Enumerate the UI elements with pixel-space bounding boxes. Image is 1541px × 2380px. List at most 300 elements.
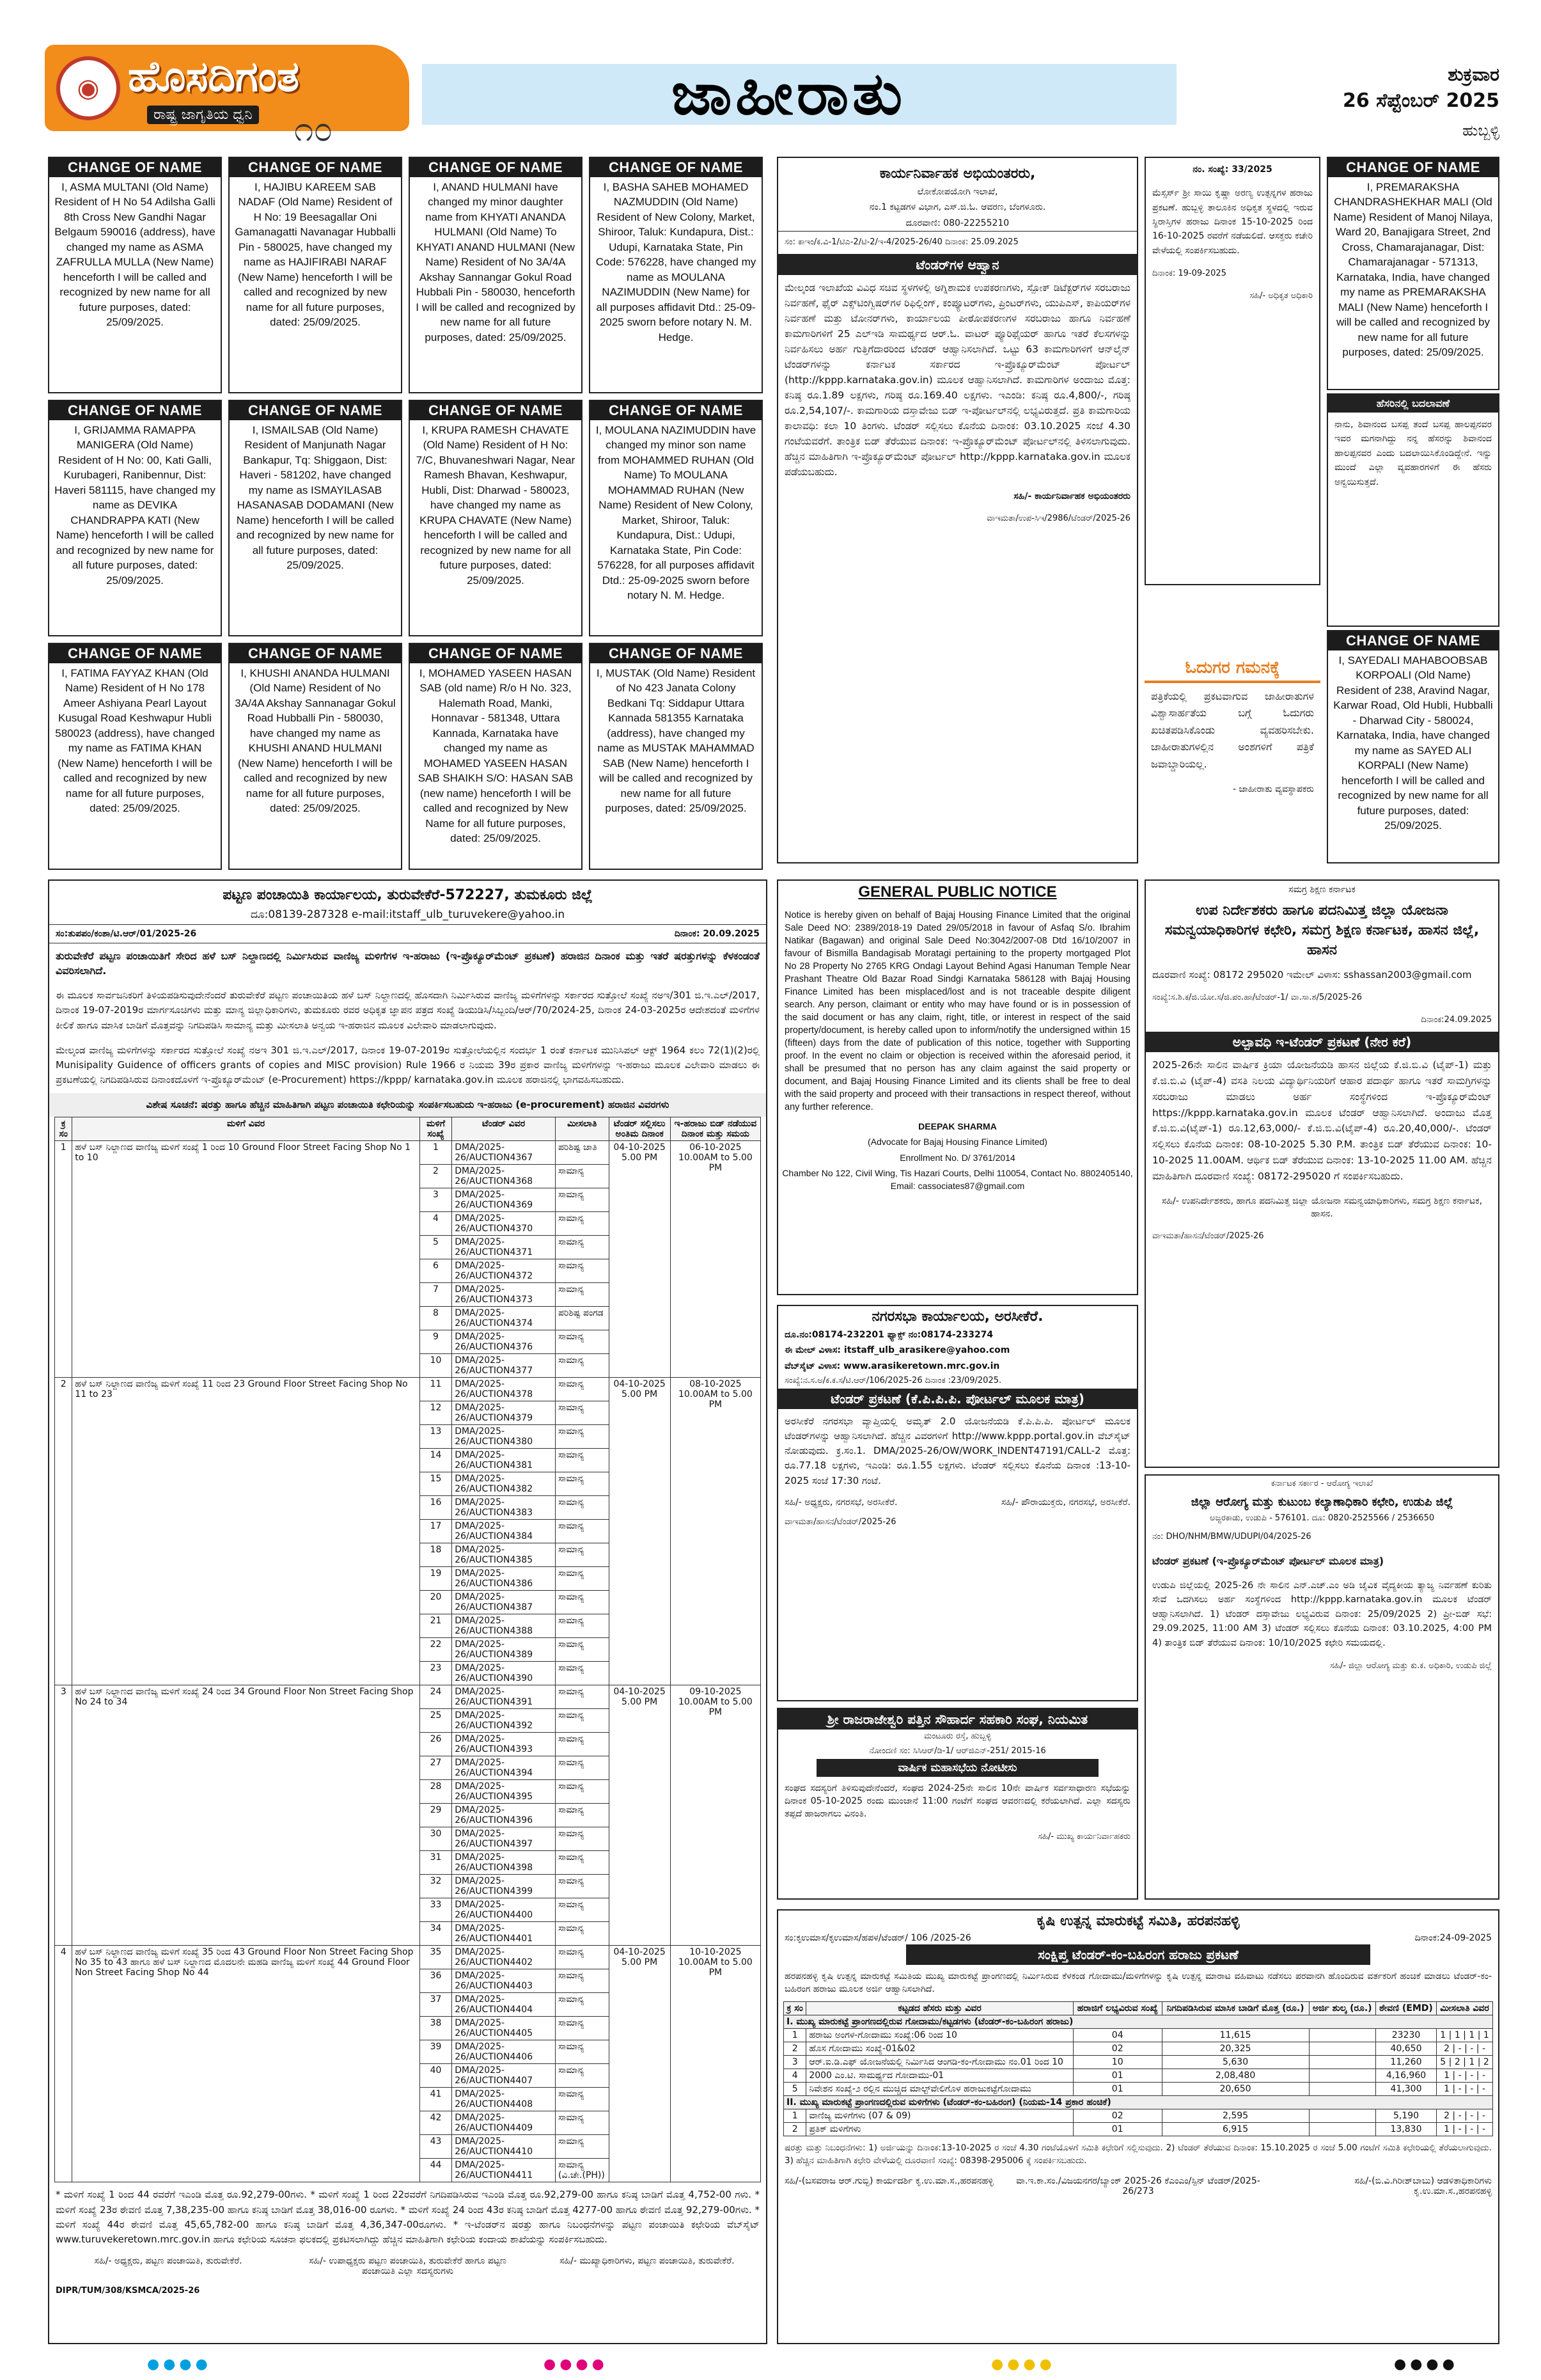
table-row	[784, 2028, 1493, 2042]
apmc-cell: ವಾಣಿಜ್ಯ ಮಳಿಗೆಗಳು (07 & 09)	[806, 2109, 1074, 2122]
public-notice-address: Chamber No 122, Civil Wing, Tis Hazari Courts, Delhi 110054, Contact No. 8802405140, Email: cassociates87@gmail.com	[782, 1167, 1133, 1192]
shop-number: 38	[419, 2017, 451, 2040]
samagra-date: ದಿನಾಂಕ:24.09.2025	[1421, 1015, 1492, 1025]
tender-id: DMA/2025-26/AUCTION4392	[452, 1709, 556, 1733]
change-of-name-text: I, ANAND HULMANI have changed my minor daughter name from KHYATI ANANDA HULMANI (Old Name) To KHYATI ANAND HULMANI (New Name) Resident of No 3A/4A Akshay Sannangar Gokul Road Hubbali Pin - 580030, henceforth I will be called and recognized by new name for all future purposes, dated: 25/09/2025.	[416, 181, 575, 343]
reservation: ಸಾಮಾನ್ಯ	[555, 2064, 609, 2088]
samagra-title: ಉಪ ನಿರ್ದೇಶಕರು ಹಾಗೂ ಪದನಿಮಿತ್ತ ಜಿಲ್ಲಾ ಯೋಜನಾ ಸಮನ್ವಯಾಧಿಕಾರಿಗಳ ಕಛೇರಿ, ಸಮಗ್ರ ಶಿಕ್ಷಣ ಕರ್ನಾಟಕ, ಹಾಸನ ಜಿಲ್ಲೆ, ಹಾಸನ	[1164, 902, 1480, 958]
apmc-cell: 02	[1073, 2109, 1162, 2122]
turuvekere-contact: ದೂ:08139-287328 e-mail:itstaff_ulb_turuvekere@yahoo.in	[250, 908, 565, 921]
reader-notice-sign: - ಜಾಹೀರಾತು ವ್ಯವಸ್ಥಾಪಕರು	[1232, 784, 1314, 794]
reservation: ಸಾಮಾನ್ಯ	[555, 1733, 609, 1756]
reservation: ಸಾಮಾನ್ಯ	[555, 1259, 609, 1283]
reservation: ಸಾಮಾನ್ಯ	[555, 1969, 609, 1993]
group-serial: 1	[55, 1141, 72, 1378]
udupi-addr: ಅಜ್ಜರಕಾಡು, ಉಡುಪಿ - 576101. ದೂ: 0820-2525566 / 2536650	[1209, 1513, 1435, 1523]
last-date: 04-10-2025 5.00 PM	[609, 1685, 670, 1946]
change-of-name-heading: CHANGE OF NAME	[49, 644, 221, 663]
change-of-name-notice	[589, 400, 763, 636]
change-of-name-notice	[48, 400, 222, 636]
cooperative-agm-ad	[777, 1708, 1138, 1900]
change-of-name-text: I, ASMA MULTANI (Old Name) Resident of H No 54 Adilsha Galli 8th Cross New Gandhi Nagar Belgaum 590016 (address), have changed my name as ASMA ZAFRULLA MULLA (New Name) henceforth I will be called and recognized by new name for all future purposes, dated: 25/09/2025.	[54, 181, 215, 329]
apmc-column-header: ಮೀಸಲಾತಿ ವಿವರ	[1437, 2001, 1493, 2015]
apmc-date: ದಿನಾಂಕ:24-09-2025	[1414, 1933, 1492, 1943]
reservation: ಸಾಮಾನ್ಯ	[555, 1543, 609, 1567]
turuvekere-body-2: ಮೇಲ್ಕಂಡ ವಾಣಿಜ್ಯ ಮಳಿಗೆಗಳನ್ನು ಸರ್ಕಾರದ ಸುತ್ತೋಲೆ ಸಂಖ್ಯೆ ನಅಇ 301 ಜಿ.ಇ.ಎಲ್/2017, ದಿನಾಂಕ 19-07-2019ರ ಸುತ್ತೋಲೆಯಲ್ಲಿನ ಸಂದರ್ಭ 1 ರಂತೆ ಕರ್ನಾಟಕ ಮುನಿಸಿಪಲ್ ಆಕ್ಟ್ 1964 ಕಲಂ 72(1)(2)ರಲ್ಲಿ Munisipality Guidence of officers grants of copies and MISC provision) Rule 1966 ರ ನಿಯಮ 39ರ ಪ್ರಕಾರ ವಾಣಿಜ್ಯ ಮಳಿಗೆಗಳನ್ನು ಇ-ಹರಾಜು ಮೂಲಕ ವಿಲೇವಾರಿ ಮಾಡಲು ಈ ಪ್ರಕಟಣೆಯಲ್ಲಿ ನಿಗದಿಪಡಿಸಿರುವ ದಿನಾಂಕದೊಳಗೆ ಇ-ಪ್ರೊಕ್ಯೂರ್‌ಮೆಂಟ್ (e-Procurement) https://kppp/ karnataka.gov.in ಮೂಲಕ ಹರಾಜಿನಲ್ಲಿ ಭಾಗವಹಿಸಬಹುದು.	[56, 1044, 760, 1086]
tender-id: DMA/2025-26/AUCTION4387	[452, 1591, 556, 1614]
udupi-sign: ಸಹಿ/- ಜಿಲ್ಲಾ ಆರೋಗ್ಯ ಮತ್ತು ಕು.ಕ. ಅಧಿಕಾರಿ, ಉಡುಪಿ ಜಿಲ್ಲೆ	[1330, 1661, 1492, 1671]
logo-tagline: ರಾಷ್ಟ್ರ ಜಾಗೃತಿಯ ಧ್ವನಿ	[147, 106, 259, 124]
auction-date: ದಿನಾಂಕ: 19-09-2025	[1152, 269, 1226, 279]
apmc-section-title: II. ಮುಖ್ಯ ಮಾರುಕಟ್ಟೆ ಪ್ರಾಂಗಣದಲ್ಲಿರುವ ಮಳಿಗೆಗಳು (ಟೆಂಡರ್-ಕಂ-ಬಹಿರಂಗ) (ನಿಯಮ-14 ಪ್ರಕಾರ ಹಂಚಿಕೆ)	[784, 2095, 1493, 2109]
table-row	[784, 2069, 1493, 2082]
change-of-name-heading: CHANGE OF NAME	[230, 158, 401, 177]
apmc-column-header: ಠೇವಣಿ (EMD)	[1375, 2001, 1436, 2015]
apmc-cell: 2 | - | - | -	[1437, 2109, 1493, 2122]
tender-id: DMA/2025-26/AUCTION4400	[452, 1898, 556, 1922]
reservation: ಸಾಮಾನ್ಯ	[555, 2135, 609, 2159]
tender-id: DMA/2025-26/AUCTION4408	[452, 2088, 556, 2111]
apmc-cell: ಪ್ರತಿಕ್ ಮಳಿಗೆಗಳು	[806, 2122, 1074, 2136]
tender-id: DMA/2025-26/AUCTION4377	[452, 1354, 556, 1378]
cooperative-sign: ಸಹಿ/- ಮುಖ್ಯ ಕಾರ್ಯನಿರ್ವಾಹಕರು	[1038, 1831, 1130, 1841]
apmc-cell	[1309, 2055, 1375, 2069]
issue-date: 26 ಸೆಪ್ಟೆಂಬರ್ 2025	[1342, 90, 1499, 112]
change-of-name-heading: CHANGE OF NAME	[590, 644, 762, 663]
change-of-name-notice	[409, 643, 583, 870]
change-of-name-notice	[228, 400, 402, 636]
tender-id: DMA/2025-26/AUCTION4376	[452, 1330, 556, 1354]
tender-id: DMA/2025-26/AUCTION4385	[452, 1543, 556, 1567]
reservation: ಸಾಮಾನ್ಯ	[555, 1212, 609, 1236]
signature-arasikere-commissioner: ಸಹಿ/- ಪೌರಾಯುಕ್ತರು, ನಗರಸಭೆ, ಅರಸೀಕೆರೆ.	[1001, 1497, 1130, 1508]
last-date: 04-10-2025 5.00 PM	[609, 1141, 670, 1378]
samagra-shikshana-ad	[1145, 879, 1499, 1468]
shop-number: 28	[419, 1780, 451, 1804]
shop-number: 41	[419, 2088, 451, 2111]
apmc-cell: 11,615	[1162, 2028, 1309, 2042]
page-number: ೧೦	[294, 109, 333, 149]
auction-office: ನಂ. ಸಂಖ್ಯೆ: 33/2025	[1193, 164, 1272, 175]
tender-id: DMA/2025-26/AUCTION4381	[452, 1449, 556, 1472]
signature-apmc-admin: ಸಹಿ/-(ಬಿ.ವಿ.ಗಿರೀಶ್‌ಬಾಬು) ಆಡಳಿತಾಧಿಕಾರಿಗಳು ಕೃ.ಉ.ಮಾ.ಸ.,ಹರಪನಹಳ್ಳಿ	[1354, 2176, 1492, 2197]
apmc-cell: 2	[784, 2122, 806, 2136]
arasikere-signatures	[778, 1493, 1137, 1511]
auction-table-header	[55, 1117, 761, 1141]
tender-id: DMA/2025-26/AUCTION4406	[452, 2040, 556, 2064]
shop-number: 25	[419, 1709, 451, 1733]
registration-marks: ●●●●	[544, 2356, 608, 2372]
change-of-name-text: I, GRIJAMMA RAMAPPA MANIGERA (Old Name) Resident of H No: 00, Kati Galli, Kurubageri, Ranibennur, Dist: Haveri 581115, have changed my name as DEVIKA CHANDRAPPA KATI (New Name) henceforth I will be called and recognized by new name for all future purposes, dated: 25/09/2025.	[54, 424, 215, 587]
apmc-cell: 4,16,960	[1375, 2069, 1436, 2082]
public-notice-role: (Advocate for Bajaj Housing Finance Limited)	[868, 1137, 1047, 1147]
apmc-cell: ಆರ್.ಐ.ಡಿ.ಎಫ್ ಯೋಜನೆಯಲ್ಲಿ ನಿರ್ಮಿಸಿದ ಆಂಗಡಿ-ಕಂ-ಗೋದಾಮು ನಂ.01 ರಿಂದ 10	[806, 2055, 1074, 2069]
auction-sign: ಸಹಿ/- ಅಧಿಕೃತ ಅಧಿಕಾರಿ	[1249, 291, 1313, 301]
issue-city: ಹುಬ್ಬಳ್ಳಿ	[1462, 122, 1499, 139]
tender-id: DMA/2025-26/AUCTION4394	[452, 1756, 556, 1780]
tender-id: DMA/2025-26/AUCTION4367	[452, 1141, 556, 1165]
registration-marks: ●●●●	[147, 2356, 212, 2372]
shop-number: 8	[419, 1307, 451, 1330]
tender-id: DMA/2025-26/AUCTION4382	[452, 1472, 556, 1496]
reservation: ಸಾಮಾನ್ಯ	[555, 2040, 609, 2064]
shop-number: 10	[419, 1354, 451, 1378]
reservation: ಸಾಮಾನ್ಯ	[555, 1898, 609, 1922]
change-of-name-notice	[48, 157, 222, 393]
reservation: ಸಾಮಾನ್ಯ	[555, 1496, 609, 1520]
section-title: ಜಾಹೀರಾತು	[671, 59, 907, 128]
table-row	[55, 1378, 761, 1401]
reservation: ಸಾಮಾನ್ಯ	[555, 1591, 609, 1614]
name-change-kn-ad	[1327, 393, 1499, 627]
cooperative-title: ಶ್ರೀ ರಾಜರಾಜೇಶ್ವರಿ ಪತ್ತಿನ ಸೌಹಾರ್ದ ಸಹಕಾರಿ ಸಂಘ, ನಿಯಮಿತ	[778, 1709, 1137, 1730]
turuvekere-notes: * ಮಳಿಗೆ ಸಂಖ್ಯೆ 1 ರಿಂದ 44 ರವರೆಗೆ ಇಎಂಡಿ ಮೊತ್ತ ರೂ.92,279-00ಗಳು. * ಮಳಿಗೆ ಸಂಖ್ಯೆ 1 ರಿಂದ 22ರವರೆಗೆ ನಿಗದಿಪಡಿಸಿರುವ ಇಎಂಡಿ ಮೊತ್ತ ರೂ.92,279-00 ಹಾಗೂ ಕನಿಷ್ಠ ಬಾಡಿಗೆ ಮೊತ್ತ 4,752-00 ಗಳು. * ಮಳಿಗೆ ಸಂಖ್ಯೆ 23ರ ಠೇವಣಿ ಮೊತ್ತ 7,38,235-00 ಹಾಗೂ ಕನಿಷ್ಠ ಬಾಡಿಗೆ ಮೊತ್ತ 38,016-00 ರೂಗಳು. * ಮಳಿಗೆ ಸಂಖ್ಯೆ 24 ರಿಂದ 43ರ ಕನಿಷ್ಠ ಬಾಡಿಗೆ ಮೊತ್ತ 4277-00 ಹಾಗೂ ಠೇವಣಿ ಮೊತ್ತ 92,279-00ಗಳು. * ಮಳಿಗೆ ಸಂಖ್ಯೆ 44ರ ಠೇವಣಿ ಮೊತ್ತ 45,65,782-00 ಹಾಗೂ ಕನಿಷ್ಠ ಬಾಡಿಗೆ ಮೊತ್ತ 4,36,347-00ರೂಗಳು. * ಇ-ಟೆಂಡರ್‌ನ ಷರತ್ತು ಹಾಗೂ ನಿಬಂಧನೆಗಳನ್ನು ಪಟ್ಟಣ ಪಂಚಾಯಿತಿ ಕಛೇರಿಯ ವೆಬ್‌ಸೈಟ್ www.turuvekeretown.mrc.gov.in ಹಾಗೂ ಕಛೇರಿಯ ಸೂಚನಾ ಫಲಕದಲ್ಲಿ ಪ್ರಕಟಿಸಲಾಗಿದ್ದು ಹೆಚ್ಚಿನ ಮಾಹಿತಿಗಾಗಿ ಕಛೇರಿಯ ಕಂದಾಯ ಶಾಖೆಯನ್ನು ಸಂಪರ್ಕಿಸಬಹುದು.	[56, 2189, 760, 2246]
tender-id: DMA/2025-26/AUCTION4386	[452, 1567, 556, 1591]
udupi-body: ಉಡುಪಿ ಜಿಲ್ಲೆಯಲ್ಲಿ 2025-26 ನೇ ಸಾಲಿನ ಎನ್.ಎಚ್.ಎಂ ಅಡಿ ಜೈವಿಕ ವೈದ್ಯಕೀಯ ತ್ಯಾಜ್ಯ ನಿರ್ವಹಣೆ ಕುರಿತು ಸೇವೆ ಒದಗಿಸಲು ಅರ್ಹ ಸಂಸ್ಥೆಗಳಿಂದ http://kppp.karnataka.gov.in ಮೂಲಕ ಟೆಂಡರ್ ಆಹ್ವಾನಿಸಲಾಗಿದೆ. 1) ಟೆಂಡರ್ ದಸ್ತಾವೇಜು ಲಭ್ಯವಿರುವ ದಿನಾಂಕ: 25/09/2025 2) ಪ್ರೀ-ಬಿಡ್ ಸಭೆ: 29.09.2025, 11:00 AM 3) ಟೆಂಡರ್ ಸಲ್ಲಿಸಲು ಕೊನೆಯ ದಿನಾಂಕ: 03.10.2025, 4:00 PM 4) ತಾಂತ್ರಿಕ ಬಿಡ್ ತೆರೆಯುವ ದಿನಾಂಕ: 10/10/2025 ಕಛೇರಿ ಸಮಯದಲ್ಲಿ.	[1152, 1580, 1492, 1648]
apmc-cell: 6,915	[1162, 2122, 1309, 2136]
change-of-name-heading: CHANGE OF NAME	[590, 401, 762, 420]
arasikere-phone: ದೂ.ನಂ:08174-232201 ಫ್ಯಾಕ್ಸ್ ನಂ:08174-233274	[785, 1330, 994, 1340]
general-public-notice	[777, 879, 1138, 1295]
change-of-name-heading: CHANGE OF NAME	[230, 401, 401, 420]
group-serial: 3	[55, 1685, 72, 1946]
reservation: ಸಾಮಾನ್ಯ	[555, 1449, 609, 1472]
reservation: ಪರಿಶಿಷ್ಟ ಜಾತಿ	[555, 1141, 609, 1165]
reservation: ಸಾಮಾನ್ಯ	[555, 1946, 609, 1969]
public-notice-title: GENERAL PUBLIC NOTICE	[858, 883, 1057, 901]
apmc-cell: 2,595	[1162, 2109, 1309, 2122]
tender-id: DMA/2025-26/AUCTION4380	[452, 1425, 556, 1449]
change-of-name-text: I, SAYEDALI MAHABOOBSAB KORPOALI (Old Name) Resident of 238, Aravind Nagar, Karwar Road, Old Hubli, Hubballi - Dharwad City - 580024, Karnataka, India, have changed my name as SAYED ALI KORPALI (New Name) henceforth I will be called and recognized by new name for all future purposes, dated: 25/09/2025.	[1333, 654, 1493, 831]
reservation: ಸಾಮಾನ್ಯ	[555, 1993, 609, 2017]
change-of-name-text: I, FATIMA FAYYAZ KHAN (Old Name) Resident of H No 178 Ameer Ashiyana Pearl Layout Kusugal Road Keshwapur Hubli 580023 (address), have changed my name as FATIMA KHAN (New Name) henceforth I will be called and recognized by new name for all future purposes, dated: 25/09/2025.	[55, 667, 215, 815]
registration-marks: ●●●●	[991, 2356, 1056, 2372]
reservation: ಸಾಮಾನ್ಯ	[555, 1354, 609, 1378]
change-of-name-heading: CHANGE OF NAME	[49, 401, 221, 420]
apmc-section-row	[784, 2095, 1493, 2109]
shop-number: 1	[419, 1141, 451, 1165]
turuvekere-title: ತುರುವೇಕೆರೆ ಪಟ್ಟಣ ಪಂಚಾಯಿತಿಗೆ ಸೇರಿದ ಹಳೆ ಬಸ್ ನಿಲ್ದಾಣದಲ್ಲಿ ನಿರ್ಮಿಸಿರುವ ವಾಣಿಜ್ಯ ಮಳಿಗೆಗಳ ಇ-ಹರಾಜು (ಇ-ಪ್ರೊಕ್ಯೂರ್‌ಮೆಂಟ್ ಪ್ರಕಟಣೆ) ಹರಾಜಿನ ದಿನಾಂಕ ಮತ್ತು ಇತರೆ ಷರತ್ತುಗಳನ್ನು ಕೆಳಕಂಡಂತೆ ವಿವರಿಸಲಾಗಿದೆ.	[56, 949, 760, 977]
tender-id: DMA/2025-26/AUCTION4404	[452, 1993, 556, 2017]
apmc-cell: 1 | - | - | -	[1437, 2122, 1493, 2136]
pwd-office: ಕಾರ್ಯನಿರ್ವಾಹಕ ಅಭಿಯಂತರರು,	[879, 166, 1036, 182]
apmc-title: ಕೃಷಿ ಉತ್ಪನ್ನ ಮಾರುಕಟ್ಟೆ ಸಮಿತಿ, ಹರಪನಹಳ್ಳಿ	[1036, 1913, 1240, 1929]
shop-number: 32	[419, 1875, 451, 1898]
shop-number: 11	[419, 1378, 451, 1401]
turuvekere-auction-ad	[48, 879, 767, 2344]
auction-column-header: ಕ್ರ ಸಂ	[55, 1117, 72, 1141]
apmc-cell: 2000 ಎಂ.ಟಿ. ಸಾಮರ್ಥ್ಯದ ಗೋದಾಮು-01	[806, 2069, 1074, 2082]
reservation: ಸಾಮಾನ್ಯ	[555, 1827, 609, 1851]
apmc-cell: 13,830	[1375, 2122, 1436, 2136]
samagra-phone: ದೂರವಾಣಿ ಸಂಖ್ಯೆ: 08172 295020 ಇಮೇಲ್ ವಿಳಾಸ: sshassan2003@gmail.com	[1152, 968, 1472, 981]
samagra-sign: ಸಹಿ/- ಉಪನಿರ್ದೇಶಕರು, ಹಾಗೂ ಪದನಿಮಿತ್ತ ಜಿಲ್ಲಾ ಯೋಜನಾ ಸಮನ್ವಯಾಧಿಕಾರಿಗಳು, ಸಮಗ್ರ ಶಿಕ್ಷಣ ಕರ್ನಾಟಕ, ಹಾಸನ.	[1161, 1195, 1483, 1219]
shop-number: 30	[419, 1827, 451, 1851]
name-change-kn-body: ನಾನು, ಶಿವಾನಂದ ಬಸಪ್ಪ ತಂದೆ ಬಸಪ್ಪ ಹಾಲಪ್ಪನವರ ಇವರ ಮಗನಾಗಿದ್ದು ನನ್ನ ಹೆಸರನ್ನು ಶಿವಾನಂದ ಹಾಲಪ್ಪನವರ ಎಂದು ಬದಲಾಯಿಸಿಕೊಂಡಿದ್ದೇನೆ. ಇನ್ನು ಮುಂದೆ ಎಲ್ಲಾ ವ್ಯವಹಾರಗಳಿಗೆ ಈ ಹೆಸರು ಅನ್ವಯಿಸುತ್ತದೆ.	[1334, 420, 1492, 487]
change-of-name-text: I, HAJIBU KAREEM SAB NADAF (Old Name) Resident of H No: 19 Beesagallar Oni Gamanagatti Navanagar Hubballi Pin - 580025, have changed my name as HAJIFIRABI NARAF (New Name) henceforth I will be called and recognized by new name for all future purposes, dated: 25/09/2025.	[235, 181, 396, 329]
apmc-cell: 04	[1073, 2028, 1162, 2042]
arasikere-email: ಈ ಮೇಲ್ ವಿಳಾಸ: itstaff_ulb_arasikere@yahoo.com	[785, 1345, 1010, 1356]
turuvekere-ref-row	[49, 924, 766, 943]
shop-number: 16	[419, 1496, 451, 1520]
shop-number: 17	[419, 1520, 451, 1543]
change-of-name-text: I, ISMAILSAB (Old Name) Resident of Manjunath Nagar Bankapur, Tq: Shiggaon, Dist: Haveri - 581202, have changed my name as ISMAYILASAB HASANASAB DODAMANI (New Name) henceforth I will be called and recognized by new name for all future purposes, dated: 25/09/2025.	[236, 424, 395, 572]
tender-id: DMA/2025-26/AUCTION4405	[452, 2017, 556, 2040]
turuvekere-dipr: DIPR/TUM/308/KSMCA/2025-26	[56, 2286, 200, 2296]
arasikere-web: ವೆಬ್‌ಸೈಟ್ ವಿಳಾಸ: www.arasikeretown.mrc.gov.in	[785, 1360, 1000, 1371]
shop-number: 22	[419, 1638, 451, 1662]
tender-id: DMA/2025-26/AUCTION4398	[452, 1851, 556, 1875]
reservation: ಸಾಮಾನ್ಯ	[555, 1165, 609, 1188]
change-of-name-notice	[1327, 157, 1499, 390]
shop-number: 27	[419, 1756, 451, 1780]
apmc-column-header: ನಿಗದಿಪಡಿಸಿರುವ ಮಾಸಿಕ ಬಾಡಿಗೆ ಮೊತ್ತ (ರೂ.)	[1162, 2001, 1309, 2015]
samagra-ref: ಸಂಖ್ಯೆ:ಸ.ಶಿ.ಕ/ಜಿ.ಯೋ.ಸ/ಜಿ.ಪಂ.ಹಾ/ಟೆಂಡರ್-1/ ವಾ.ಸಾ.ಶ/5/2025-26	[1152, 993, 1362, 1003]
auction-column-header: ಇ-ಹರಾಜು ಬಿಡ್ ನಡೆಯುವ ದಿನಾಂಕ ಮತ್ತು ಸಮಯ	[670, 1117, 760, 1141]
apmc-cell: ಹರಾಜು ಅಂಗಳ-ಗೋದಾಮು ಸಂಖ್ಯೆ:06 ರಿಂದ 10	[806, 2028, 1074, 2042]
shop-number: 6	[419, 1259, 451, 1283]
tender-id: DMA/2025-26/AUCTION4393	[452, 1733, 556, 1756]
signature-chief-officer: ಸಹಿ/- ಮುಖ್ಯಾಧಿಕಾರಿಗಳು, ಪಟ್ಟಣ ಪಂಚಾಯಿತಿ, ತುರುವೇಕೆರೆ.	[559, 2256, 735, 2267]
apmc-cell: 01	[1073, 2082, 1162, 2095]
change-of-name-heading: CHANGE OF NAME	[230, 644, 401, 663]
samagra-heading: ಅಲ್ಪಾವಧಿ ಇ-ಟೆಂಡರ್ ಪ್ರಕಟಣೆ (ನೇರ ಕರೆ)	[1146, 1032, 1498, 1052]
reservation: ಸಾಮಾನ್ಯ	[555, 1236, 609, 1259]
tender-id: DMA/2025-26/AUCTION4370	[452, 1212, 556, 1236]
apmc-cell: ಹೊಸ ಗೋದಾಮು ಸಂಖ್ಯೆ-01&02	[806, 2042, 1074, 2055]
last-date: 04-10-2025 5.00 PM	[609, 1946, 670, 2182]
apmc-cell: 23230	[1375, 2028, 1436, 2042]
apmc-cell: 41,300	[1375, 2082, 1436, 2095]
shop-number: 12	[419, 1401, 451, 1425]
apmc-column-header: ಕಟ್ಟಡದ ಹೆಸರು ಮತ್ತು ವಿವರ	[806, 2001, 1074, 2015]
shop-number: 13	[419, 1425, 451, 1449]
public-notice-enroll: Enrollment No. D/ 3761/2014	[900, 1152, 1015, 1163]
reservation: ಸಾಮಾನ್ಯ	[555, 1780, 609, 1804]
shop-number: 23	[419, 1662, 451, 1685]
turuvekere-date: ದಿನಾಂಕ: 20.09.2025	[674, 928, 760, 939]
bid-date: 09-10-2025 10.00AM to 5.00 PM	[670, 1685, 760, 1946]
change-of-name-heading: CHANGE OF NAME	[590, 158, 762, 177]
shop-number: 19	[419, 1567, 451, 1591]
change-of-name-heading: CHANGE OF NAME	[410, 401, 581, 420]
tender-id: DMA/2025-26/AUCTION4395	[452, 1780, 556, 1804]
masthead	[45, 26, 1499, 154]
apmc-cell: 20,650	[1162, 2082, 1309, 2095]
table-row	[55, 1685, 761, 1709]
udupi-health-tender-ad	[1145, 1474, 1499, 1900]
cooperative-reg: ನೋಂದಣಿ ಸಂ: ಸಿಸಿಆರ್/ಡಿ-1/ ಆರ್‌ಜಿಎನ್-251/ 2015-16	[869, 1746, 1046, 1756]
apmc-cell: 01	[1073, 2069, 1162, 2082]
signature-vice-president: ಸಹಿ/- ಉಪಾಧ್ಯಕ್ಷರು ಪಟ್ಟಣ ಪಂಚಾಯಿತಿ, ತುರುವೇಕೆರೆ ಹಾಗೂ ಪಟ್ಟಣ ಪಂಚಾಯಿತಿ ಎಲ್ಲಾ ಸದಸ್ಯರುಗಳು	[309, 2256, 506, 2277]
signature-president: ಸಹಿ/- ಅಧ್ಯಕ್ಷರು, ಪಟ್ಟಣ ಪಂಚಾಯಿತಿ, ತುರುವೇಕೆರೆ.	[94, 2256, 242, 2267]
reservation: ಸಾಮಾನ್ಯ (ವಿ.ಚೇ.(PH))	[555, 2159, 609, 2182]
pwd-title: ಟೆಂಡರ್‌ಗಳ ಆಹ್ವಾನ	[778, 255, 1137, 275]
tender-id: DMA/2025-26/AUCTION4378	[452, 1378, 556, 1401]
shop-number: 42	[419, 2111, 451, 2135]
arasikere-office: ನಗರಸಭಾ ಕಾರ್ಯಾಲಯ, ಅರಸೀಕೆರೆ.	[872, 1309, 1044, 1325]
tender-id: DMA/2025-26/AUCTION4369	[452, 1188, 556, 1212]
table-row	[784, 2042, 1493, 2055]
tender-id: DMA/2025-26/AUCTION4401	[452, 1922, 556, 1946]
reservation: ಸಾಮಾನ್ಯ	[555, 1188, 609, 1212]
apmc-table	[783, 2001, 1493, 2136]
reservation: ಸಾಮಾನ್ಯ	[555, 1709, 609, 1733]
tender-id: DMA/2025-26/AUCTION4397	[452, 1827, 556, 1851]
apmc-heading: ಸಂಕ್ಷಿಪ್ತ ಟೆಂಡರ್-ಕಂ-ಬಹಿರಂಗ ಹರಾಜು ಪ್ರಕಟಣೆ	[906, 1944, 1370, 1965]
shop-number: 20	[419, 1591, 451, 1614]
auction-notice-ad	[1145, 157, 1320, 585]
apmc-cell	[1309, 2042, 1375, 2055]
tender-id: DMA/2025-26/AUCTION4384	[452, 1520, 556, 1543]
arasikere-tender-ad	[777, 1305, 1138, 1701]
auction-table	[54, 1117, 761, 2182]
shop-description: ಹಳೆ ಬಸ್ ನಿಲ್ದಾಣದ ವಾಣಿಜ್ಯ ಮಳಿಗೆ ಸಂಖ್ಯೆ 11 ರಿಂದ 23 Ground Floor Street Facing Shop No 11 to 23	[72, 1378, 419, 1685]
udupi-title: ಜಿಲ್ಲಾ ಆರೋಗ್ಯ ಮತ್ತು ಕುಟುಂಬ ಕಲ್ಯಾಣಾಧಿಕಾರಿ ಕಛೇರಿ, ಉಡುಪಿ ಜಿಲ್ಲೆ	[1191, 1495, 1453, 1509]
shop-number: 29	[419, 1804, 451, 1827]
shop-number: 2	[419, 1165, 451, 1188]
apmc-dipr: ವಾ.ಇ.ಕಾ.ಸಂ./ವಿಜಯನಗರ/ಬ್ಯಾಂಕ್ 2025-26 ಕೆಎಂಎಂ/ಸ್ಪಿನ್ ಟೆಂಡರ್/2025-26/273	[1016, 2176, 1260, 2197]
pwd-ref: ಸಂ: ಕಾಇಂ/ಕ.ವಿ-1/ಟಿಎ-2/ಟಿ-2/ಇ-4/2025-26/40 ದಿನಾಂಕ: 25.09.2025	[778, 231, 1137, 255]
tender-id: DMA/2025-26/AUCTION4373	[452, 1283, 556, 1307]
apmc-cell	[1309, 2028, 1375, 2042]
change-of-name-heading: CHANGE OF NAME	[1328, 158, 1498, 177]
last-date: 04-10-2025 5.00 PM	[609, 1378, 670, 1685]
bid-date: 08-10-2025 10.00AM to 5.00 PM	[670, 1378, 760, 1685]
udupi-heading: ಟೆಂಡರ್ ಪ್ರಕಟಣೆ (ಇ-ಪ್ರೊಕ್ಯೂರ್‌ಮೆಂಟ್ ಪೋರ್ಟಲ್ ಮೂಲಕ ಮಾತ್ರ)	[1152, 1554, 1384, 1567]
reservation: ಸಾಮಾನ್ಯ	[555, 1330, 609, 1354]
shop-number: 18	[419, 1543, 451, 1567]
change-of-name-text: I, MOULANA NAZIMUDDIN have changed my minor son name from MOHAMMED RUHAN (Old Name) To MOULANA MOHAMMAD RUHAN (New Name) Resident of New Colony, Market, Shiroor, Taluk: Kundapura, Dist.: Udupi, Karnataka State, Pin Code: 576228, for all purposes affidavit Dtd.: 25-09-2025 sworn before notary N. M. Hedge.	[595, 424, 756, 601]
tender-id: DMA/2025-26/AUCTION4379	[452, 1401, 556, 1425]
apmc-cell: 1 | - | - | -	[1437, 2082, 1493, 2095]
apmc-signatures	[778, 2172, 1498, 2200]
auction-column-header: ಟೆಂಡರ್ ವಿವರ	[452, 1117, 556, 1141]
change-of-name-text: I, PREMARAKSHA CHANDRASHEKHAR MALI (Old Name) Resident of Manoj Nilaya, Ward 20, Banajigara Street, 2nd Cross, Chamarajanagar, Dist: Chamarajanagar - 571313, Karnataka, India, have changed my name as PREMARAKSHA MALI (New Name) henceforth I will be called and recognized by new name for all future purposes, dated: 25/09/2025.	[1333, 181, 1493, 358]
tender-id: DMA/2025-26/AUCTION4388	[452, 1614, 556, 1638]
reservation: ಸಾಮಾನ್ಯ	[555, 1567, 609, 1591]
pwd-footer: ವಾಇಮತಾ/ಉಪ-ಸಿಇ/2986/ಟೆಂಡರ್/2025-26	[987, 514, 1130, 524]
reservation: ಸಾಮಾನ್ಯ	[555, 1851, 609, 1875]
signature-arasikere-president: ಸಹಿ/- ಅಧ್ಯಕ್ಷರು, ನಗರಸಭೆ, ಅರಸೀಕೆರೆ.	[785, 1497, 898, 1508]
arasikere-body: ಅರಸೀಕೆರೆ ನಗರಸಭಾ ವ್ಯಾಪ್ತಿಯಲ್ಲಿ ಅಮೃತ್ 2.0 ಯೋಜನೆಯಡಿ ಕೆ.ಪಿ.ಪಿ.ಪಿ. ಪೋರ್ಟಲ್ ಮೂಲಕ ಟೆಂಡರ್‌ಗಳನ್ನು ಆಹ್ವಾನಿಸಲಾಗಿದೆ. ಹೆಚ್ಚಿನ ವಿವರಗಳಿಗೆ http://www.kppp.portal.gov.in ವೆಬ್‌ಸೈಟ್ ನೋಡುವುದು. ಕ್ರ.ಸಂ.1. DMA/2025-26/OW/WORK_INDENT47191/CALL-2 ಮೊತ್ತ: ರೂ.77.18 ಲಕ್ಷಗಳು, ಇಎಂಡಿ: ರೂ.1.55 ಲಕ್ಷಗಳು. ಟೆಂಡರ್ ಸಲ್ಲಿಸಲು ಕೊನೆಯ ದಿನಾಂಕ :13-10-2025 ಸಂಜೆ 17:30 ಗಂಟೆ.	[785, 1415, 1130, 1486]
shop-number: 33	[419, 1898, 451, 1922]
apmc-cell: 2 | - | - | -	[1437, 2042, 1493, 2055]
reservation: ಸಾಮಾನ್ಯ	[555, 1804, 609, 1827]
tender-id: DMA/2025-26/AUCTION4403	[452, 1969, 556, 1993]
table-row	[55, 1141, 761, 1165]
table-row	[784, 2109, 1493, 2122]
change-of-name-notice	[409, 157, 583, 393]
table-row	[784, 2055, 1493, 2069]
shop-number: 7	[419, 1283, 451, 1307]
apmc-cell: 01	[1073, 2122, 1162, 2136]
registration-marks: ●●●●	[1394, 2356, 1459, 2372]
shop-number: 14	[419, 1449, 451, 1472]
reservation: ಸಾಮಾನ್ಯ	[555, 1425, 609, 1449]
change-of-name-text: I, KRUPA RAMESH CHAVATE (Old Name) Resident of H No: 7/C, Bhuvaneshwari Nagar, Near Ramesh Bhavan, Keshwapur, Hubli, Dist: Dharwad - 580023, have changed my name as KRUPA CHAVATE (New Name) henceforth I will be called and recognized by new name for all future purposes, dated: 25/09/2025.	[416, 424, 575, 587]
udupi-ref: ನಂ: DHO/NHM/BMW/UDUPI/04/2025-26	[1152, 1531, 1311, 1541]
reservation: ಸಾಮಾನ್ಯ	[555, 1614, 609, 1638]
apmc-cell: 1	[784, 2109, 806, 2122]
name-change-kn-title: ಹೆಸರಿನಲ್ಲಿ ಬದಲಾವಣೆ	[1328, 395, 1498, 413]
shop-number: 43	[419, 2135, 451, 2159]
group-serial: 2	[55, 1378, 72, 1685]
change-of-name-heading: CHANGE OF NAME	[49, 158, 221, 177]
change-of-name-heading: CHANGE OF NAME	[1328, 631, 1498, 650]
apmc-cell: 5 | 2 | 1 | 2	[1437, 2055, 1493, 2069]
apmc-harapanahalli-ad	[777, 1909, 1499, 2344]
tender-id: DMA/2025-26/AUCTION4411	[452, 2159, 556, 2182]
udupi-office: ಕರ್ನಾಟಕ ಸರ್ಕಾರ - ಆರೋಗ್ಯ ಇಲಾಖೆ	[1271, 1479, 1373, 1488]
reservation: ಸಾಮಾನ್ಯ	[555, 1756, 609, 1780]
shop-number: 44	[419, 2159, 451, 2182]
shop-number: 24	[419, 1685, 451, 1709]
samagra-footer: ವಾಇಮತಾ/ಹಾಸನ/ಟೆಂಡರ್/2025-26	[1152, 1231, 1264, 1241]
shop-number: 5	[419, 1236, 451, 1259]
signature-apmc-secretary: ಸಹಿ/-(ಬಸವರಾಜ ಆರ್.ಗುಬ್ಬಿ) ಕಾರ್ಯದರ್ಶಿ ಕೃ.ಉ.ಮಾ.ಸ.,ಹರಪನಹಳ್ಳಿ	[785, 2176, 994, 2187]
reservation: ಸಾಮಾನ್ಯ	[555, 2088, 609, 2111]
reservation: ಸಾಮಾನ್ಯ	[555, 1378, 609, 1401]
tender-id: DMA/2025-26/AUCTION4399	[452, 1875, 556, 1898]
bid-date: 10-10-2025 10.00AM to 5.00 PM	[670, 1946, 760, 2182]
change-of-name-notice	[228, 157, 402, 393]
pwd-body: ಮೇಲ್ಕಂಡ ಇಲಾಖೆಯ ವಿವಿಧ ಸಚಿವ ಸ್ಥಳಗಳಲ್ಲಿ ಅಗ್ನಿಶಾಮಕ ಉಪಕರಣಗಳು, ಸ್ಪೋಕ್ ಡಿಟೆಕ್ಟರ್‌ಗಳ ಸರಬರಾಜು ನಿರ್ವಹಣೆ, ಫೈರ್ ಎಕ್ಸ್‌ಟಿಂಗ್ವಿಷರ್‌ಗಳ ರಿಫಿಲ್ಲಿಂಗ್, ಕಂಪ್ಯೂಟರ್‌ಗಳು, ಪ್ರಿಂಟರ್‌ಗಳು, ಯುಪಿಎಸ್, ಕಾಪಿಯರ್‌ಗಳ ನಿರ್ವಹಣೆ ಮತ್ತು ಟೋನರ್‌ಗಳು, ಕಾರ್ಯಾಲಯ ಪೀಠೋಪಕರಣಗಳ ಸರಬರಾಜು ಹಾಗೂ ನಿರ್ವಹಣೆ ಕಾಮಗಾರಿಗಳಿಗೆ 25 ಎಲ್‌ಇಡಿ ಸಾಮರ್ಥ್ಯದ ಆರ್.ಓ. ವಾಟರ್ ಪ್ಯೂರಿಫೈಯರ್ ಹಾಗೂ ಇತರೆ ಕೆಲಸಗಳನ್ನು ನಿರ್ವಹಿಸಲು ಅರ್ಹ ಗುತ್ತಿಗೆದಾರರಿಂದ ಟೆಂಡರ್ ಆಹ್ವಾನಿಸಲಾಗಿದೆ. ಒಟ್ಟು 63 ಕಾಮಗಾರಿಗಳಿಗೆ ಆನ್‌ಲೈನ್ ಟೆಂಡರ್‌ಗಳನ್ನು ಕರ್ನಾಟಕ ಸರ್ಕಾರದ ಇ-ಪ್ರೊಕ್ಯೂರ್‌ಮೆಂಟ್ ಪೋರ್ಟಲ್ (http://kppp.karnataka.gov.in) ಮೂಲಕ ಆಹ್ವಾನಿಸಲಾಗಿದೆ. ಕಾಮಗಾರಿಗಳ ಅಂದಾಜು ಮೊತ್ತ: ಕನಿಷ್ಠ ರೂ.1.89 ಲಕ್ಷಗಳು, ಗರಿಷ್ಠ ರೂ.169.40 ಲಕ್ಷಗಳು. ಇಎಂಡಿ: ಕನಿಷ್ಠ ರೂ.4,800/-, ಗರಿಷ್ಠ ರೂ.2,54,107/-. ಕಾಮಗಾರಿಯ ದಸ್ತಾವೇಜು ಬಿಡ್ ಇ-ಪೋರ್ಟಲ್‌ನಲ್ಲಿ ಲಭ್ಯವಿರುತ್ತದೆ. ಪ್ರತಿ ಕಾಮಗಾರಿಯ ಕಾಲಾವಧಿ: ಕಲಾ 10 ತಿಂಗಳು. ಟೆಂಡರ್ ಸಲ್ಲಿಸಲು ಕೊನೆಯ ದಿನಾಂಕ: 03.10.2025 ಸಂಜೆ 4.30 ಗಂಟೆಯವರೆಗೆ. ತಾಂತ್ರಿಕ ಬಿಡ್ ತೆರೆಯುವ ದಿನಾಂಕ: ಇ-ಪ್ರೊಕ್ಯೂರ್‌ಮೆಂಟ್ ಪೋರ್ಟಲ್‌ನಲ್ಲಿ ತಿಳಿಸಲಾಗುವುದು. ಹೆಚ್ಚಿನ ಮಾಹಿತಿಗಾಗಿ ಇ-ಪ್ರೊಕ್ಯೂರ್‌ಮೆಂಟ್ ಪೋರ್ಟಲ್ http://kppp.karnataka.gov.in ಮೂಲಕ ಪಡೆಯಬಹುದು.	[785, 281, 1130, 478]
change-of-name-notice	[409, 400, 583, 636]
logo-emblem-icon: ◉	[56, 56, 120, 120]
tender-id: DMA/2025-26/AUCTION4368	[452, 1165, 556, 1188]
reservation: ಸಾಮಾನ್ಯ	[555, 1283, 609, 1307]
apmc-cell: 5,190	[1375, 2109, 1436, 2122]
pwd-phone: ದೂರವಾಣಿ: 080-22255210	[905, 217, 1010, 228]
reader-notice-ad	[1145, 656, 1320, 863]
shop-number: 4	[419, 1212, 451, 1236]
change-of-name-text: I, MOHAMED YASEEN HASAN SAB (old name) R/o H No. 323, Halemath Road, Manki, Honnavar - 581348, Uttara Kannada, Karnataka have changed my name as MOHAMED YASEEN HASAN SAB SHAIKH S/O: HASAN SAB (new name) henceforth I will be called and recognized by New Name for all future purposes, dated: 25/09/2025.	[418, 667, 574, 844]
arasikere-ref: ಸಂಖ್ಯೆ:ನ.ಸ.ಅ/ಕ.ಕ.ಸ/ಟಿ.ಆರ್/106/2025-26 ದಿನಾಂಕ :23/09/2025.	[785, 1375, 1002, 1385]
reservation: ಸಾಮಾನ್ಯ	[555, 1638, 609, 1662]
tender-id: DMA/2025-26/AUCTION4396	[452, 1804, 556, 1827]
issue-day: ಶುಕ್ರವಾರ	[1448, 64, 1499, 85]
shop-number: 9	[419, 1330, 451, 1354]
shop-number: 36	[419, 1969, 451, 1993]
tender-id: DMA/2025-26/AUCTION4402	[452, 1946, 556, 1969]
apmc-cell	[1309, 2109, 1375, 2122]
apmc-body: ಹರಪನಹಳ್ಳಿ ಕೃಷಿ ಉತ್ಪನ್ನ ಮಾರುಕಟ್ಟೆ ಸಮಿತಿಯ ಮುಖ್ಯ ಮಾರುಕಟ್ಟೆ ಪ್ರಾಂಗಣದಲ್ಲಿ ನಿರ್ಮಿಸಿರುವ ಕೆಳಕಂಡ ಗೋದಾಮು/ಮಳಿಗೆಗಳನ್ನು ಕೃಷಿ ಉತ್ಪನ್ನ ಮಾರಾಟ ವಹಿವಾಟು ನಡೆಸಲು ಪರವಾನಗಿ ಹೊಂದಿರುವ ವರ್ತಕರಿಗೆ ಹಂಚಿಕೆ ಮಾಡಲು ಟೆಂಡರ್-ಕಂ-ಬಹಿರಂಗ ಹರಾಜು ಮೂಲಕ ಅರ್ಜಿ ಆಹ್ವಾನಿಸಲಾಗಿದೆ.	[785, 1971, 1492, 1995]
newspaper-logo	[45, 45, 409, 131]
apmc-cell: 1 | 1 | 1 | 1	[1437, 2028, 1493, 2042]
change-of-name-text: I, KHUSHI ANANDA HULMANI (Old Name) Resident of No 3A/4A Akshay Sannanagar Gokul Road Hubballi Pin - 580030, have changed my name as KHUSHI ANAND HULMANI (New Name) henceforth I will be called and recognized by new name for all future purposes, dated: 25/09/2025.	[235, 667, 396, 815]
auction-column-header: ಮಳಿಗೆ ವಿವರ	[72, 1117, 419, 1141]
public-notice-body: Notice is hereby given on behalf of Bajaj Housing Finance Limited that the original Sale Deed NO: 2389/2018-19 Dated 29/05/2018 in favour of Asfaq S/o. Ibrahim Natikar (Bagawan) and original Sale Deed No:3042/2007-08 Dtd 16/10/2007 in favour of Bismilla Bandagisab Moratagi pertaining to the property mortgaged Plot No 28 Property No 2765 KRG Ondagi Layout Behind Agasi Hanuman Temple Near Prashant Theatre Old Bazar Road Sindgi Karnataka 586128 with Bajaj Housing Finance Limited has been misplaced/lost and is not traceable despite diligent search. Any person, claimant or entity who may have found or is in possession of the said document or has any claim, right, title, or interest in respect of the said property/document, is hereby called upon to inform/notify the undersigned within 15 (fifteen) days from the date of publication of this notice, together with Supporting proof. In the event no claim or objection is received within the aforesaid period, it shall be presumed that no person has any claim against the said property or document, and Bajaj Housing Finance Limited and its clients shall be free to deal with the said property and proceed with their transactions in respect thereof, without any further reference.	[785, 910, 1130, 1112]
apmc-column-header: ಕ್ರ ಸಂ	[784, 2001, 806, 2015]
shop-number: 31	[419, 1851, 451, 1875]
tender-id: DMA/2025-26/AUCTION4390	[452, 1662, 556, 1685]
change-of-name-notice	[589, 157, 763, 393]
apmc-cell	[1309, 2069, 1375, 2082]
apmc-column-header: ಹರಾಜಿಗೆ ಲಭ್ಯವಿರುವ ಸಂಖ್ಯೆ	[1073, 2001, 1162, 2015]
reservation: ಸಾಮಾನ್ಯ	[555, 1472, 609, 1496]
pwd-sign: ಸಹಿ/- ಕಾರ್ಯನಿರ್ವಾಹಕ ಅಭಿಯಂತರರು	[1013, 491, 1130, 501]
turuvekere-ref: ಸಂ:ತುಪಪಂ/ಕಂಶಾ/ಟಿ.ಆರ್/01/2025-26	[56, 928, 197, 939]
apmc-cell: 02	[1073, 2042, 1162, 2055]
reservation: ಸಾಮಾನ್ಯ	[555, 1922, 609, 1946]
apmc-cell: 5,630	[1162, 2055, 1309, 2069]
shop-description: ಹಳೆ ಬಸ್ ನಿಲ್ದಾಣದ ವಾಣಿಜ್ಯ ಮಳಿಗೆ ಸಂಖ್ಯೆ 35 ರಿಂದ 43 Ground Floor Non Street Facing Shop No 35 to 43 ಹಾಗೂ ಹಳೆ ಬಸ್ ನಿಲ್ದಾಣದ ಮೊದಲನೇ ಮಹಡಿ ವಾಣಿಜ್ಯ ಮಳಿಗೆ ಸಂಖ್ಯೆ 44 Ground Floor Non Street Facing Shop No 44	[72, 1946, 419, 2182]
public-notice-name: DEEPAK SHARMA	[918, 1121, 997, 1131]
apmc-table-header	[784, 2001, 1493, 2015]
arasikere-title: ಟೆಂಡರ್ ಪ್ರಕಟಣೆ (ಕೆ.ಪಿ.ಪಿ.ಪಿ. ಪೋರ್ಟಲ್ ಮೂಲಕ ಮಾತ್ರ)	[778, 1389, 1137, 1409]
apmc-cell	[1309, 2082, 1375, 2095]
